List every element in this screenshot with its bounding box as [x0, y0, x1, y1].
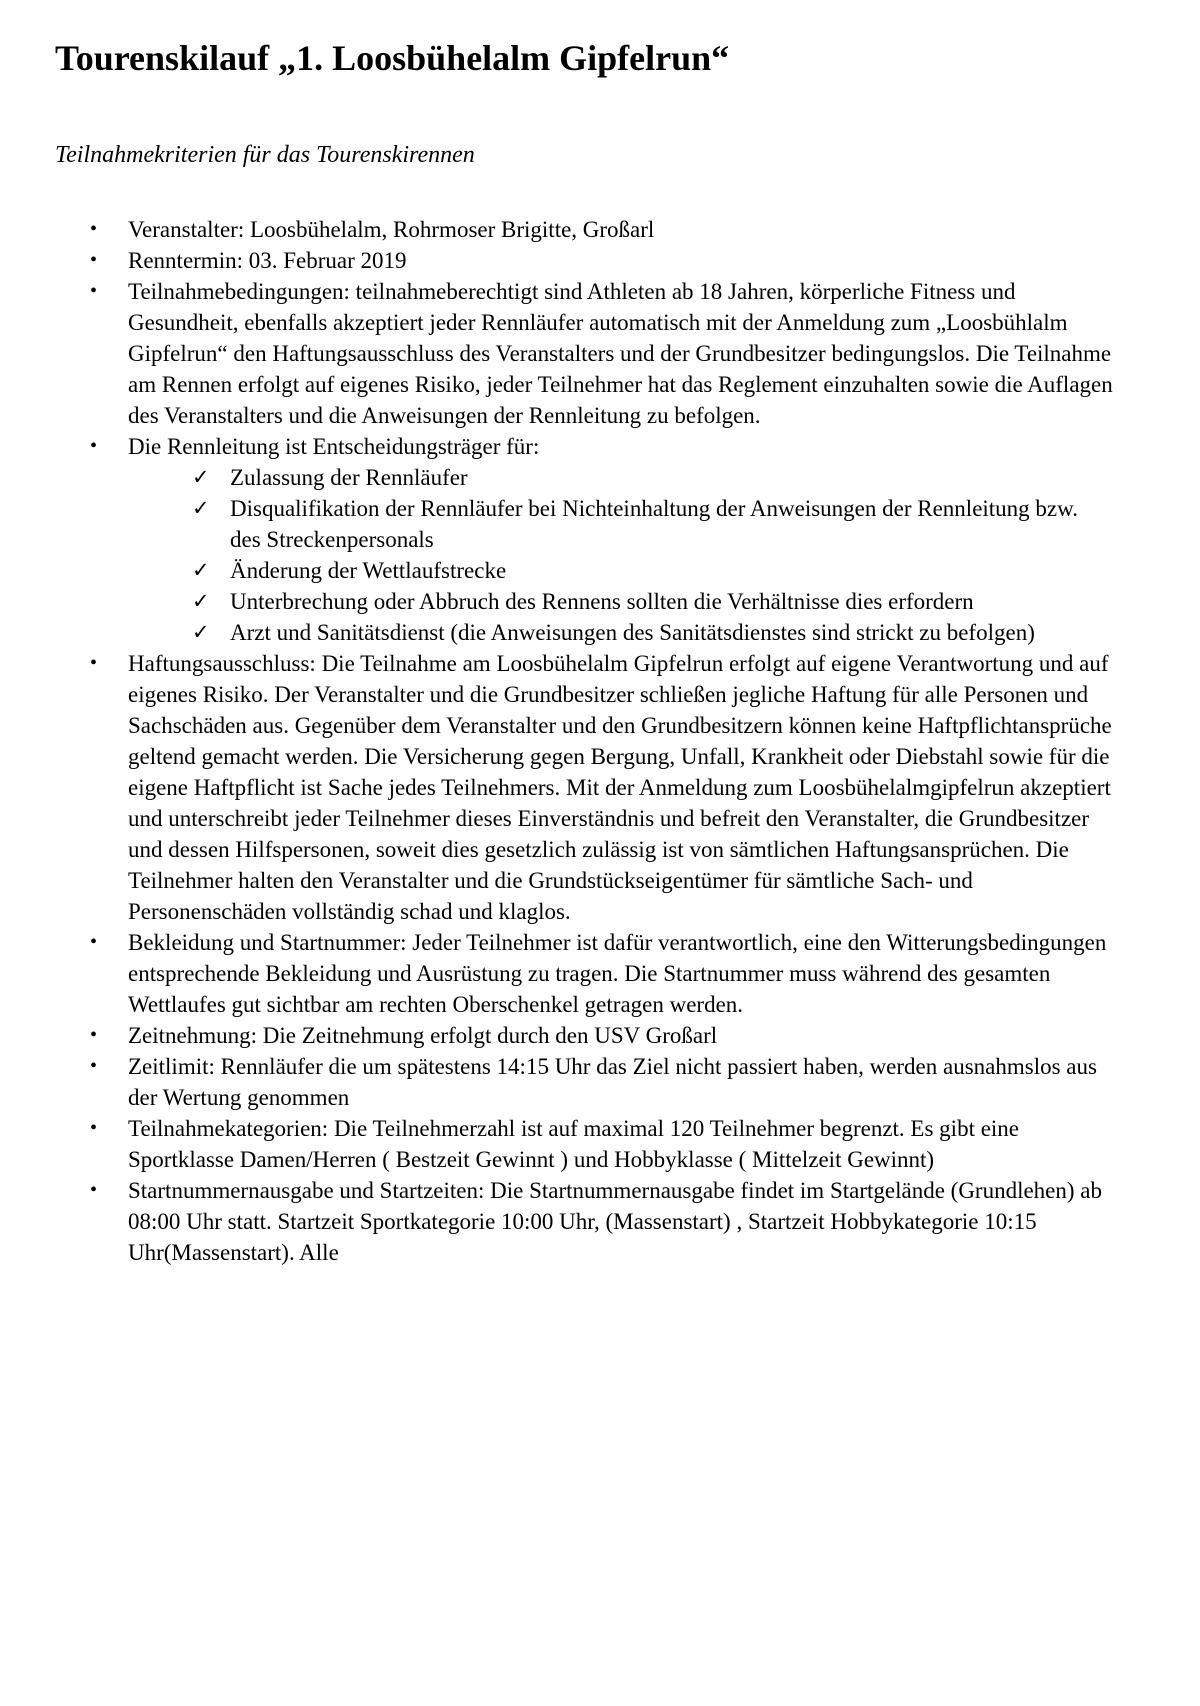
- list-item-text: Teilnahmebedingungen: teilnahmeberechtigt sind Athleten ab 18 Jahren, körperliche Fitness und Gesundheit, ebenfalls akzeptiert jeder Rennläufer automatisch mit der Anmeldung zum „Loosbühlalm Gipfelrun“ den Haftungsausschluss des Veranstalters und der Grundbesitzer bedingungslos. Die Teilnahme am Rennen erfolgt auf eigenes Risiko, jeder Teilnehmer hat das Reglement einzuhalten sowie die Auflagen des Veranstalters und die Anweisungen der Rennleitung zu befolgen.: [128, 279, 1113, 429]
- check-list: [90, 462, 1145, 648]
- list-item: [90, 245, 1145, 276]
- document-title: Tourenskilauf „1. Loosbühelalm Gipfelrun“: [55, 38, 730, 78]
- bullet-icon: •: [90, 1024, 98, 1047]
- checkmark-icon: ✓: [192, 558, 210, 583]
- bullet-icon: •: [90, 1055, 98, 1078]
- list-item: [90, 1175, 1145, 1268]
- checkmark-icon: ✓: [192, 620, 210, 645]
- check-list-item: [192, 462, 1145, 493]
- criteria-list: [55, 214, 1145, 1268]
- check-list-item-text: Arzt und Sanitätsdienst (die Anweisungen des Sanitätsdienstes sind strickt zu befolgen): [230, 620, 1035, 646]
- check-list-item: [192, 617, 1145, 648]
- check-list-item-text: Änderung der Wettlaufstrecke: [230, 558, 507, 584]
- checkmark-icon: ✓: [192, 496, 210, 521]
- bullet-icon: •: [90, 435, 98, 458]
- check-list-item: [192, 586, 1145, 617]
- check-list-item-text: Unterbrechung oder Abbruch des Rennens sollten die Verhältnisse dies erfordern: [230, 589, 974, 615]
- list-item-text: Zeitlimit: Rennläufer die um spätestens 14:15 Uhr das Ziel nicht passiert haben, werden ausnahmslos aus der Wertung genommen: [128, 1054, 1097, 1111]
- list-item: [90, 1020, 1145, 1051]
- check-list-item: [192, 493, 1145, 555]
- bullet-icon: •: [90, 1117, 98, 1140]
- document-subtitle: Teilnahmekriterien für das Tourenskirennen: [55, 142, 475, 169]
- list-item-text: Die Rennleitung ist Entscheidungsträger für:: [128, 434, 540, 460]
- bullet-icon: •: [90, 280, 98, 303]
- list-item: [90, 431, 1145, 462]
- checkmark-icon: ✓: [192, 589, 210, 614]
- list-item-text: Startnummernausgabe und Startzeiten: Die Startnummernausgabe findet im Startgelände (Grundlehen) ab 08:00 Uhr statt. Startzeit Sportkategorie 10:00 Uhr, (Massenstart) , Startzeit Hobbykategorie 10:15 Uhr(Massenstart). Alle: [128, 1178, 1103, 1266]
- bullet-icon: •: [90, 1179, 98, 1202]
- bullet-icon: •: [90, 931, 98, 954]
- check-list-item-text: Zulassung der Rennläufer: [230, 465, 468, 491]
- list-item-text: Haftungsausschluss: Die Teilnahme am Loosbühelalm Gipfelrun erfolgt auf eigene Verantwortung und auf eigenes Risiko. Der Veranstalter und die Grundbesitzer schließen jegliche Haftung für alle Personen und Sachschäden aus. Gegenüber dem Veranstalter und den Grundbesitzern können keine Haftpflichtansprüche geltend gemacht werden. Die Versicherung gegen Bergung, Unfall, Krankheit oder Diebstahl sowie für die eigene Haftpflicht ist Sache jedes Teilnehmers. Mit der Anmeldung zum Loosbühelalmgipfelrun akzeptiert und unterschreibt jeder Teilnehmer dieses Einverständnis und befreit den Veranstalter, die Grundbesitzer und dessen Hilfspersonen, soweit dies gesetzlich zulässig ist von sämtlichen Haftungsansprüchen. Die Teilnehmer halten den Veranstalter und die Grundstückseigentümer für sämtliche Sach- und Personenschäden vollständig schad und klaglos.: [128, 651, 1112, 925]
- list-item: [90, 214, 1145, 245]
- list-item: [90, 648, 1145, 927]
- bullet-icon: •: [90, 652, 98, 675]
- list-item: [90, 927, 1145, 1020]
- list-item-text: Teilnahmekategorien: Die Teilnehmerzahl ist auf maximal 120 Teilnehmer begrenzt. Es gibt eine Sportklasse Damen/Herren ( Bestzeit Gewinnt ) und Hobbyklasse ( Mittelzeit Gewinnt): [128, 1116, 1020, 1173]
- check-list-item: [192, 555, 1145, 586]
- list-item-text: Veranstalter: Loosbühelalm, Rohrmoser Brigitte, Großarl: [128, 217, 655, 243]
- list-item-sublist-wrapper: [90, 462, 1145, 648]
- list-item: [90, 1113, 1145, 1175]
- list-item: [90, 276, 1145, 431]
- bullet-icon: •: [90, 218, 98, 241]
- list-item-text: Bekleidung und Startnummer: Jeder Teilnehmer ist dafür verantwortlich, eine den Witterungsbedingungen entsprechende Bekleidung und Ausrüstung zu tragen. Die Startnummer muss während des gesamten Wettlaufes gut sichtbar am rechten Oberschenkel getragen werden.: [128, 930, 1107, 1018]
- list-item: [90, 1051, 1145, 1113]
- checkmark-icon: ✓: [192, 465, 210, 490]
- list-item-text: Zeitnehmung: Die Zeitnehmung erfolgt durch den USV Großarl: [128, 1023, 718, 1049]
- check-list-item-text: Disqualifikation der Rennläufer bei Nichteinhaltung der Anweisungen der Rennleitung bzw. des Streckenpersonals: [230, 496, 1079, 553]
- list-item-text: Renntermin: 03. Februar 2019: [128, 248, 407, 274]
- bullet-icon: •: [90, 249, 98, 272]
